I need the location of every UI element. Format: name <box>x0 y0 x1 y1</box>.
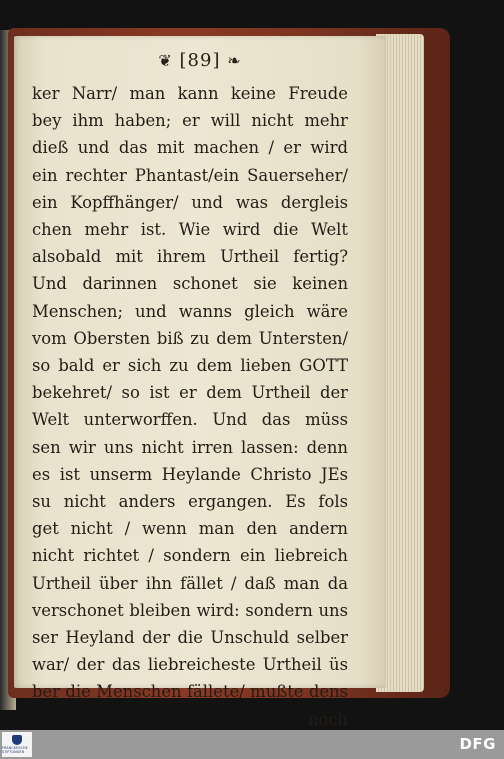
text-line: bekehret/ so ist er dem Urtheil der <box>32 383 348 403</box>
text-line: sen wir uns nicht irren lassen: denn <box>32 437 348 457</box>
logo-crest-icon <box>12 735 22 745</box>
text-line: alsobald mit ihrem Urtheil fertig? <box>32 247 348 267</box>
text-line: ein Kopffhänger/ und was dergleis <box>32 192 348 212</box>
page-text <box>32 80 348 733</box>
book-page <box>14 36 386 729</box>
text-line: get nicht / wenn man den andern <box>32 519 348 539</box>
text-line: war/ der das liebreicheste Urtheil üs <box>32 655 348 675</box>
page-number: [89] <box>179 50 221 71</box>
page-header <box>14 50 386 71</box>
logo-text: FRANCKESCHE STIFTUNGEN <box>2 746 28 754</box>
text-line: so bald er sich zu dem lieben GOTT <box>32 356 348 376</box>
text-line: ker Narr/ man kann keine Freude <box>32 84 348 103</box>
text-line: chen mehr ist. Wie wird die Welt <box>32 220 348 240</box>
text-line: nicht richtet / sondern ein liebreich <box>32 546 348 566</box>
dfg-logo[interactable]: DFG <box>459 735 496 753</box>
text-line: dieß und das mit machen / er wird <box>32 138 348 158</box>
text-line: bey ihm haben; er will nicht mehr <box>32 111 348 131</box>
ornament-left-icon: ❦ <box>158 51 173 70</box>
text-line: ein rechter Phantast/ein Sauerseher/ <box>32 165 348 185</box>
viewer-footer <box>0 730 504 759</box>
text-line: ber die Menschen fällete/ mußte dens <box>32 682 348 702</box>
text-line: ser Heyland der die Unschuld selber <box>32 628 348 648</box>
text-line: es ist unserm Heylande Christo JEs <box>32 464 348 484</box>
text-line: Urtheil über ihn fället / daß man da <box>32 573 348 593</box>
institution-logo[interactable] <box>2 732 32 757</box>
text-line: verschonet bleiben wird: sondern uns <box>32 600 348 620</box>
ornament-right-icon: ❧ <box>227 51 242 70</box>
catchword: noch <box>307 709 348 729</box>
text-line: vom Obersten biß zu dem Untersten/ <box>32 328 348 348</box>
text-line: su nicht anders ergangen. Es fols <box>32 492 348 512</box>
text-line: Welt unterworffen. Und das müss <box>32 410 348 430</box>
text-line: Und darinnen schonet sie keinen <box>32 274 348 294</box>
text-line: Menschen; und wanns gleich wäre <box>32 301 348 321</box>
